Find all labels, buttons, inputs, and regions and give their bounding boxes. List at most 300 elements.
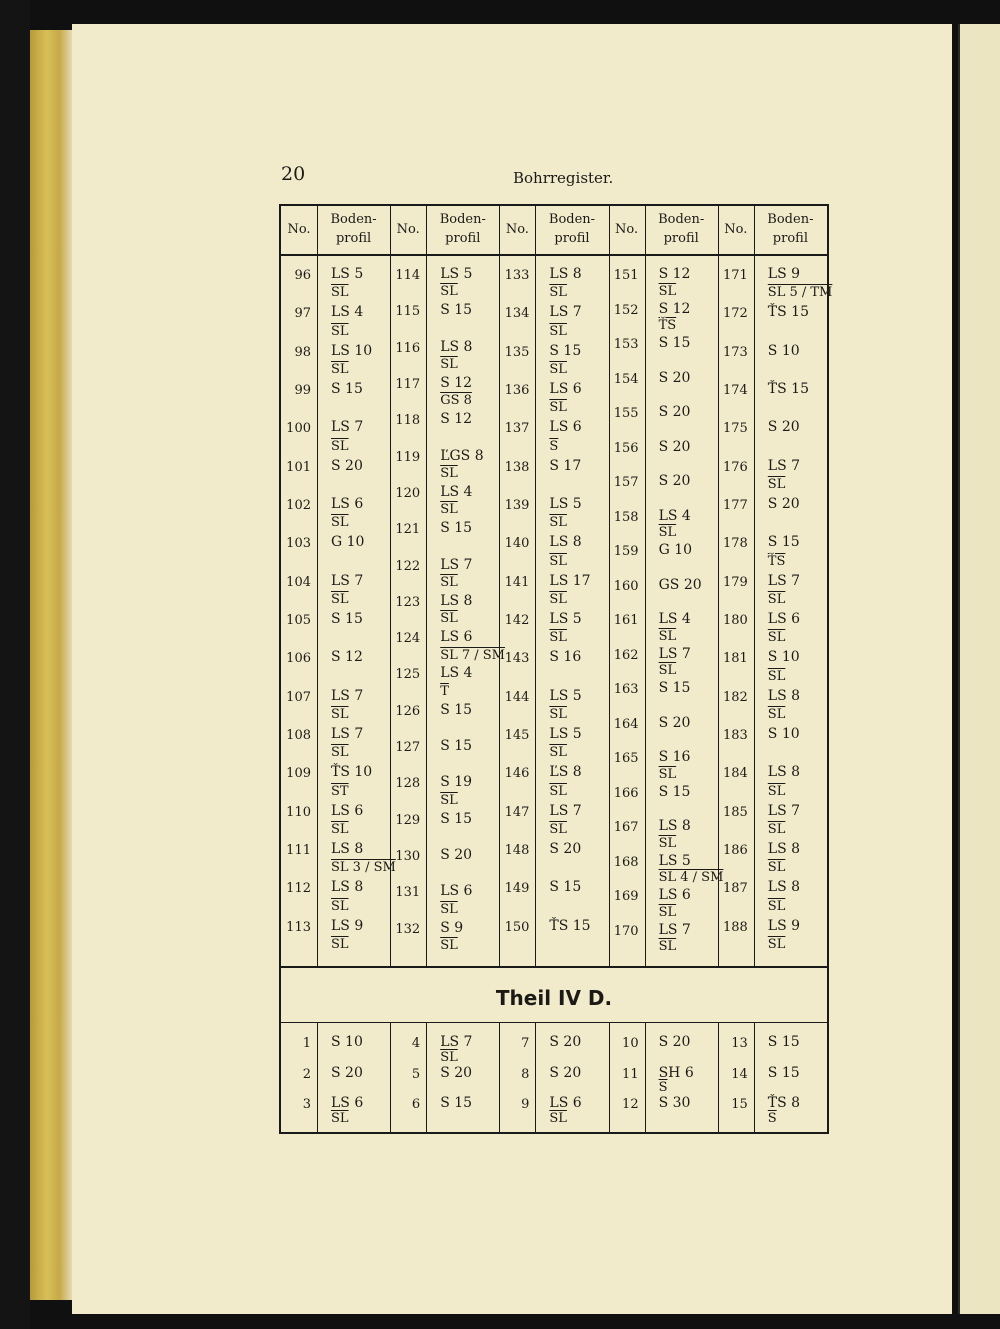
entry-iv-d-number: 3 [302,1097,311,1113]
entry-profile-bottom: $\overline{SL}$ [549,783,567,799]
borehole-table [279,204,833,1134]
entry-profile-bottom: $\overline{SL}$ [549,515,567,531]
entry-number: 118 [395,413,421,429]
entry-profile-bottom: $\overline{SL}$ [767,591,786,607]
entry-iv-d-number: 5 [411,1066,421,1082]
entry-profile-top: G 10 [331,534,365,551]
entry-number: 147 [504,804,530,820]
entry-profile-top: LS 17 [549,572,591,589]
entry-profile-top: LS 6 [440,883,473,900]
entry-profile-top: S 20 [658,714,691,731]
entry-profile-top: LS 5 [549,496,582,512]
entry-number: 165 [613,751,639,766]
entry-profile-top: LS 7 [767,572,801,589]
entry-number: 186 [722,843,748,858]
entry-number: 132 [395,921,421,937]
entry-number: 167 [613,820,639,835]
entry-iv-d-number: 15 [731,1097,748,1113]
entry-number: 110 [286,804,311,820]
entry-profile-top: S 15 [331,381,363,397]
entry-profile-top: LS 5 [549,726,582,742]
entry-number: 144 [504,689,530,705]
entry-iv-d-number: 8 [521,1066,530,1082]
entry-profile-top: G 10 [658,542,693,558]
entry-profile-top: S 20 [767,496,800,512]
entry-number: 114 [395,268,421,283]
entry-profile-top: S 20 [331,457,363,474]
entry-number: 156 [613,440,639,456]
entry-number: 180 [722,613,748,628]
entry-iv-d-profile-top: S 15 [440,1095,473,1112]
header-bodenprofil: Boden- profil [439,212,486,246]
entry-number: 168 [613,854,639,870]
entry-profile-top: S 15 [767,534,800,551]
entry-number: 177 [722,498,748,513]
entry-number: 140 [504,536,530,552]
entry-profile-bottom: $\overline{SL}$ [767,630,786,646]
entry-number: 188 [722,919,748,935]
entry-profile-bottom: $\overline{SL}$ [440,611,458,627]
entry-number: 157 [613,475,639,490]
page-number: 20 [281,163,306,185]
entry-iv-d-profile-bottom: $\overline{SL}$ [331,1111,349,1127]
entry-iv-d-number: 2 [302,1066,311,1082]
entry-number: 164 [613,716,639,732]
entry-profile-top: S 10 [767,649,800,666]
entry-profile-bottom: $\overline{SL}$ [549,706,567,722]
entry-profile-top: LS 8 [331,841,364,857]
entry-profile-top: S 15 [440,810,473,827]
entry-number: 155 [613,406,639,421]
entry-number: 175 [722,421,748,437]
entry-profile-top: S 20 [440,847,473,864]
entry-profile-top: S 20 [767,419,800,436]
entry-iv-d-profile-top: S 10 [331,1034,363,1050]
entry-profile-top: LS 6 [549,419,582,436]
entry-number: 99 [294,383,311,398]
entry-number: 108 [286,728,311,743]
entry-iv-d-number: 9 [521,1097,530,1113]
entry-profile-bottom: $\overline{SL}$ [767,936,786,952]
entry-profile-top: S 12 [658,300,691,317]
entry-profile-top: LS 8 [440,338,473,355]
entry-profile-bottom: $\overline{SL}$ [331,591,349,607]
entry-profile-top: LS 8 [549,266,582,282]
entry-number: 169 [613,889,639,904]
entry-number: 97 [294,306,311,322]
entry-iv-d-number: 6 [411,1097,421,1113]
entry-profile-bottom: $\overline{SL}$ [331,745,349,761]
number-column-divider [317,1022,318,1132]
number-column-divider [754,206,755,966]
entry-number: 137 [504,421,530,437]
entry-number: 120 [395,485,421,501]
entry-profile-top: LS 8 [767,687,801,704]
entry-profile-top: ŤS 15 [767,381,809,397]
entry-number: 125 [395,667,421,683]
entry-number: 133 [504,268,530,283]
entry-number: 130 [395,849,421,865]
number-column-divider [645,1022,646,1132]
entry-iv-d-number: 4 [411,1036,421,1051]
entry-profile-top: LS 4 [331,304,364,321]
number-column-divider [535,206,536,966]
entry-number: 128 [395,776,421,792]
entry-number: 115 [395,304,421,320]
entry-number: 126 [395,703,421,719]
entry-number: 103 [286,536,311,552]
header-bodenprofil: Boden- profil [548,212,596,246]
entry-iv-d-number: 7 [521,1036,530,1051]
entry-profile-top: S 15 [440,520,473,537]
entry-profile-top: ŤS 15 [549,917,591,934]
entry-number: 112 [286,881,311,897]
entry-profile-bottom: GS 8 [440,393,472,409]
entry-number: 122 [395,558,421,574]
number-column-divider [426,206,427,966]
entry-profile-top: S 20 [549,841,582,857]
entry-profile-top: GS 20 [658,576,702,593]
entry-profile-top: S 15 [549,342,582,359]
entry-number: 163 [613,682,639,697]
entry-number: 131 [395,885,421,901]
entry-iv-d-profile-top: ŤS 8 [767,1095,801,1112]
entry-number: 173 [722,344,748,360]
entry-iv-d-profile-top: S 15 [767,1064,800,1081]
section-rule-bottom [281,1022,827,1023]
entry-number: 162 [613,647,639,663]
entry-profile-top: LS 8 [767,764,801,781]
number-column-divider [645,206,646,966]
entry-profile-top: S 20 [658,473,691,489]
entry-profile-top: ŤS 15 [767,304,809,321]
entry-number: 135 [504,344,530,360]
entry-profile-top: ĽS 8 [549,764,582,781]
entry-number: 106 [286,651,311,667]
entry-number: 174 [722,383,748,398]
entry-number: 161 [613,613,639,628]
entry-number: 145 [504,728,530,743]
entry-profile-top: S 15 [440,701,473,718]
entry-iv-d-profile-top: S 20 [549,1034,582,1050]
entry-profile-bottom: $\overline{SL}$ [440,574,458,590]
entry-profile-top: LS 8 [767,879,801,896]
entry-profile-bottom: $\overline{SL}$ [331,515,349,531]
entry-profile-bottom: $\overline{SL}$ [440,356,458,372]
entry-number: 158 [613,509,639,525]
entry-number: 116 [395,340,421,356]
entry-profile-bottom: $\overline{SL}$ [440,284,458,300]
entry-profile-top: S 15 [440,302,473,319]
header-no: No. [724,222,748,237]
entry-profile-top: S 15 [658,783,691,800]
entry-number: 154 [613,371,639,387]
entry-number: 153 [613,337,639,352]
entry-profile-bottom: $\overline{SL}$ [440,901,458,917]
entry-profile-top: LS 8 [440,592,473,609]
entry-profile-bottom: $\overline{SL}$ [658,628,677,644]
entry-profile-bottom: $\overline{SL}$ [767,668,786,684]
entry-profile-bottom: $\overline{SL}$ [331,285,349,301]
entry-profile-bottom: $\overline{SL}$ [549,361,567,377]
entry-profile-bottom: $\overline{ŤS}$ [767,553,786,569]
entry-profile-top: ŤS 10 [331,764,373,781]
entry-profile-top: LS 6 [331,496,364,512]
entry-number: 100 [286,421,311,437]
entry-profile-bottom: SL 4 / SM [658,870,724,886]
entry-profile-bottom: SL 5 / TM [767,285,833,301]
entry-profile-top: LS 9 [767,266,801,282]
entry-number: 117 [395,376,421,392]
entry-profile-top: S 20 [658,369,691,386]
entry-iv-d-number: 11 [622,1066,639,1082]
entry-number: 181 [722,651,748,667]
entry-profile-top: LS 5 [331,266,364,282]
number-column-divider [535,1022,536,1132]
entry-profile-bottom: $\overline{SL}$ [658,904,677,920]
entry-profile-top: LS 5 [658,852,691,869]
entry-profile-bottom: $\overline{SL}$ [658,663,677,679]
entry-number: 104 [286,574,311,590]
entry-number: 101 [286,459,311,475]
entry-profile-top: LS 7 [331,687,364,704]
entry-profile-top: LS 4 [440,483,473,500]
entry-number: 159 [613,544,639,559]
entry-profile-top: S 10 [767,342,800,359]
entry-number: 136 [504,383,530,398]
entry-profile-bottom: $\overline{SL}$ [549,323,567,339]
entry-profile-top: ĽGS 8 [440,447,484,464]
entry-number: 134 [504,306,530,322]
entry-profile-bottom: $\overline{SL}$ [658,939,677,955]
entry-profile-top: LS 7 [658,921,691,938]
entry-number: 171 [722,268,748,283]
section-title: Theil IV D. [495,986,613,1010]
entry-profile-top: LS 5 [440,266,473,282]
entry-profile-bottom: SL 7 / SM [440,647,505,663]
entry-number: 123 [395,594,421,610]
entry-profile-top: LS 6 [331,802,364,819]
entry-number: 142 [504,613,530,628]
entry-number: 172 [722,306,748,322]
entry-profile-top: S 17 [549,457,582,474]
entry-profile-bottom: $\overline{ŤS}$ [658,318,677,334]
entry-profile-bottom: $\overline{SL}$ [658,283,677,299]
header-bodenprofil: Boden- profil [767,212,814,246]
entry-number: 182 [722,689,748,705]
entry-iv-d-profile-bottom: $\overline{S}$ [658,1080,668,1096]
entry-profile-top: LS 6 [658,887,691,903]
entry-profile-top: LS 9 [331,917,364,934]
entry-profile-top: S 12 [440,374,473,391]
entry-profile-top: S 20 [658,438,691,455]
entry-profile-bottom: $\overline{SL}$ [440,938,458,954]
running-head: Bohrregister. [513,169,614,187]
entry-profile-top: LS 8 [549,534,582,551]
entry-profile-bottom: $\overline{SL}$ [331,706,349,722]
page-edges [30,30,72,1300]
entry-iv-d-profile-top: S 15 [767,1034,800,1050]
entry-profile-bottom: $\overline{SL}$ [331,821,349,837]
entry-profile-top: LS 8 [658,818,691,834]
entry-profile-bottom: $\overline{SL}$ [440,465,458,481]
entry-iv-d-profile-top: S 20 [549,1064,582,1081]
number-column-divider [317,206,318,966]
entry-profile-top: LS 7 [549,304,582,321]
entry-profile-top: LS 7 [331,726,364,742]
entry-number: 179 [722,574,748,590]
entry-iv-d-profile-top: SH 6 [658,1064,694,1081]
entry-profile-bottom: $\overline{SL}$ [658,766,677,782]
entry-profile-top: LS 7 [331,572,364,589]
entry-profile-bottom: $\overline{SL}$ [440,502,458,518]
entry-profile-top: LS 7 [331,419,364,436]
entry-number: 139 [504,498,530,513]
entry-number: 178 [722,536,748,552]
entry-profile-top: LS 5 [549,687,582,704]
entry-profile-bottom: $\overline{SL}$ [767,821,786,837]
entry-profile-top: S 12 [440,411,473,428]
entry-number: 152 [613,302,639,318]
entry-profile-bottom: $\overline{T}$ [440,683,449,699]
entry-profile-top: LS 7 [549,802,582,819]
entry-profile-bottom: $\overline{SL}$ [767,706,786,722]
entry-profile-top: LS 8 [331,879,364,896]
entry-profile-top: LS 9 [767,917,801,934]
header-no: No. [287,222,311,237]
entry-number: 105 [286,613,311,628]
entry-number: 98 [294,344,311,360]
entry-profile-top: S 15 [331,611,363,627]
entry-number: 187 [722,881,748,897]
entry-iv-d-profile-bottom: $\overline{SL}$ [549,1111,567,1127]
entry-iv-d-profile-top: LS 7 [440,1034,473,1050]
entry-number: 146 [504,766,530,782]
entry-number: 129 [395,812,421,828]
entry-profile-top: S 16 [658,749,691,765]
entry-profile-bottom: $\overline{SL}$ [767,783,786,799]
next-page-edge [958,24,1000,1314]
header-no: No. [396,222,420,237]
entry-iv-d-profile-top: LS 6 [549,1095,582,1112]
entry-profile-top: LS 8 [767,841,801,857]
header-bodenprofil: Boden- profil [658,212,705,246]
entry-profile-top: LS 7 [658,645,691,662]
entry-profile-top: LS 4 [658,507,691,524]
entry-iv-d-profile-top: S 20 [440,1064,473,1081]
entry-profile-top: S 9 [440,919,464,936]
entry-profile-top: S 12 [331,649,363,666]
entry-profile-bottom: $\overline{SL}$ [767,476,786,492]
entry-profile-bottom: $\overline{SL}$ [331,438,349,454]
entry-profile-bottom: $\overline{ST}$ [331,783,349,799]
entry-profile-bottom: $\overline{SL}$ [549,400,567,416]
entry-profile-top: LS 6 [767,611,801,627]
entry-number: 160 [613,578,639,594]
entry-iv-d-number: 14 [731,1066,748,1082]
entry-profile-bottom: $\overline{SL}$ [549,630,567,646]
number-column-divider [426,1022,427,1132]
entry-profile-top: LS 6 [440,629,473,646]
entry-profile-bottom: $\overline{SL}$ [658,835,677,851]
entry-profile-top: S 20 [658,404,691,420]
entry-number: 119 [395,449,421,465]
entry-iv-d-profile-top: S 20 [658,1034,691,1050]
entry-profile-top: S 10 [767,726,800,742]
entry-profile-top: S 15 [549,879,582,896]
entry-profile-top: S 12 [658,266,691,282]
entry-number: 111 [286,843,311,858]
entry-iv-d-profile-bottom: $\overline{S}$ [767,1111,777,1127]
entry-number: 183 [722,728,748,743]
entry-number: 113 [286,919,311,935]
entry-profile-bottom: $\overline{SL}$ [549,821,567,837]
book-spine [0,0,30,1329]
entry-profile-top: S 15 [440,738,473,755]
entry-number: 166 [613,785,639,801]
entry-profile-bottom: $\overline{SL}$ [658,525,677,541]
entry-profile-top: LS 4 [440,665,473,682]
entry-number: 143 [504,651,530,667]
entry-profile-bottom: SL 3 / SM [331,860,396,876]
entry-iv-d-number: 1 [302,1036,311,1051]
entry-number: 96 [294,268,311,283]
entry-number: 107 [286,689,311,705]
entry-number: 141 [504,574,530,590]
header-bodenprofil: Boden- profil [330,212,377,246]
entry-profile-top: LS 7 [767,802,801,819]
entry-number: 109 [286,766,311,782]
entry-number: 149 [504,881,530,897]
entry-profile-top: S 16 [549,649,582,666]
entry-profile-bottom: $\overline{SL}$ [549,745,567,761]
entry-number: 127 [395,740,421,756]
entry-number: 184 [722,766,748,782]
entry-number: 138 [504,459,530,475]
entry-profile-bottom: $\overline{SL}$ [331,323,349,339]
entry-number: 151 [613,268,639,283]
entry-number: 102 [286,498,311,513]
header-no: No. [505,222,529,237]
entry-profile-bottom: $\overline{SL}$ [440,792,458,808]
entry-profile-bottom: $\overline{SL}$ [767,898,786,914]
entry-number: 124 [395,631,421,647]
entry-iv-d-number: 12 [622,1097,639,1113]
entry-profile-bottom: $\overline{SL}$ [331,898,349,914]
entry-profile-bottom: $\overline{SL}$ [331,361,349,377]
entry-number: 185 [722,804,748,820]
entry-profile-top: LS 6 [549,381,582,397]
entry-iv-d-profile-bottom: $\overline{SL}$ [440,1049,458,1065]
entry-profile-top: S 15 [658,680,691,696]
entry-profile-top: LS 5 [549,611,582,627]
entry-iv-d-number: 13 [731,1036,748,1051]
section-rule-top [281,966,827,968]
entry-iv-d-profile-top: LS 6 [331,1095,364,1112]
entry-profile-top: LS 10 [331,342,373,359]
entry-profile-bottom: $\overline{SL}$ [331,936,349,952]
entry-profile-bottom: $\overline{S}$ [549,438,559,454]
entry-profile-top: LS 7 [767,457,801,474]
header-rule [281,254,827,256]
entry-profile-bottom: $\overline{SL}$ [549,591,567,607]
entry-profile-top: S 15 [658,335,691,351]
entry-profile-bottom: $\overline{SL}$ [767,860,786,876]
header-no: No. [615,222,639,237]
entry-number: 176 [722,459,748,475]
entry-profile-bottom: $\overline{SL}$ [549,285,567,301]
entry-number: 121 [395,522,421,538]
